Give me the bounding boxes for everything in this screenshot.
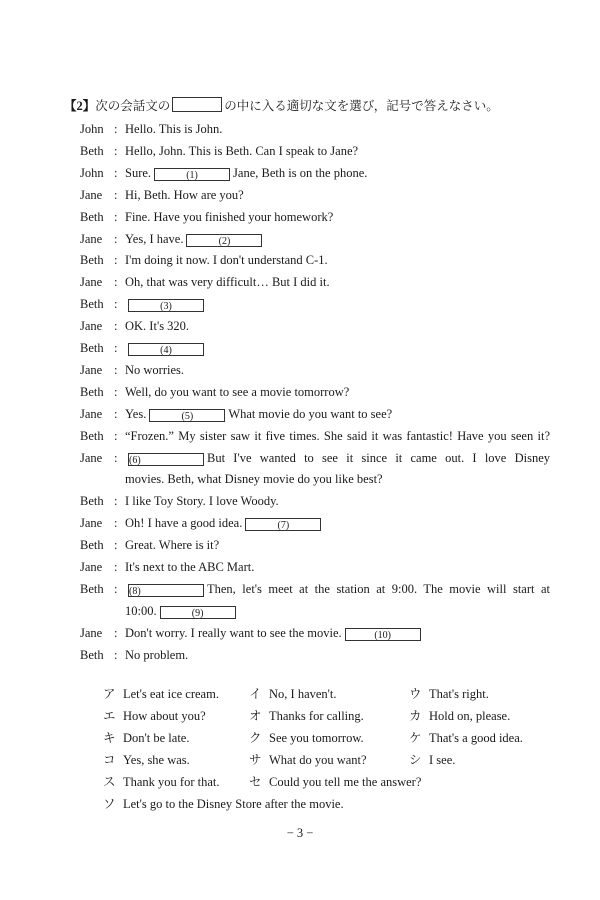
speaker-colon: : [114, 362, 118, 377]
choice-item [249, 771, 421, 793]
answer-blank-box: (2) [186, 234, 262, 247]
dialogue-text [125, 141, 550, 161]
speaker-name: Beth [80, 647, 104, 662]
dialogue-text [125, 338, 550, 358]
dialogue-line [0, 623, 600, 643]
choice-key: キ [103, 731, 116, 745]
dialogue-segment: No worries. [125, 362, 185, 377]
choice-text: That's a good idea. [429, 731, 523, 745]
speaker-colon: : [114, 319, 118, 334]
choice-text: Thank you for that. [123, 775, 220, 789]
speaker-colon: : [114, 428, 118, 443]
dialogue-text [125, 207, 550, 227]
choice-row [0, 683, 600, 705]
choice-key: ウ [409, 687, 422, 701]
dialogue-text [125, 404, 550, 424]
speaker-colon: : [114, 187, 118, 202]
blank-box-sample [172, 97, 222, 112]
speaker-colon: : [114, 165, 118, 180]
speaker-colon: : [114, 625, 118, 640]
speaker-name: Beth [80, 538, 104, 553]
dialogue-line [0, 360, 600, 380]
choice-row [0, 727, 600, 749]
answer-blank-box: (4) [128, 343, 204, 356]
question-number: 【2】 [64, 99, 96, 113]
choice-item [409, 683, 489, 705]
dialogue-line [0, 535, 600, 555]
speaker-colon: : [114, 538, 118, 553]
dialogue-text [125, 469, 550, 489]
answer-blank-box: (7) [245, 518, 321, 531]
dialogue-line [0, 185, 600, 205]
choice-item [249, 749, 367, 771]
choice-item [409, 727, 523, 749]
choice-item [103, 771, 220, 793]
dialogue-line [0, 119, 600, 139]
choice-text: Yes, she was. [123, 753, 190, 767]
dialogue-text [125, 426, 550, 446]
speaker-colon: : [114, 143, 118, 158]
answer-blank-box: (9) [160, 606, 236, 619]
choice-text: I see. [429, 753, 456, 767]
choice-row [0, 749, 600, 771]
speaker-name: Jane [80, 450, 103, 465]
speaker-name: Beth [80, 253, 104, 268]
choice-item [103, 793, 344, 815]
choice-key: カ [409, 709, 422, 723]
dialogue-segment: What movie do you want to see? [228, 406, 393, 421]
speaker-colon: : [114, 384, 118, 399]
dialogue-text [125, 250, 550, 270]
dialogue-text [125, 535, 550, 555]
dialogue-segment: No problem. [125, 647, 189, 662]
dialogue-segment: But I've wanted to see it since it came out. I love Disney [207, 450, 550, 465]
choice-item [103, 705, 206, 727]
choice-key: ケ [409, 731, 422, 745]
answer-blank-box: (8) [128, 584, 204, 597]
speaker-colon: : [114, 406, 118, 421]
choice-text: Thanks for calling. [269, 709, 364, 723]
dialogue-segment: Yes. [125, 406, 147, 421]
dialogue-segment: Great. Where is it? [125, 538, 220, 553]
choice-text: Hold on, please. [429, 709, 511, 723]
dialogue-segment: Yes, I have. [125, 231, 184, 246]
dialogue-line [0, 294, 600, 314]
dialogue-segment: It's next to the ABC Mart. [125, 560, 255, 574]
dialogue-line [0, 513, 600, 533]
speaker-name: Beth [80, 494, 104, 509]
speaker-name: Beth [80, 209, 104, 224]
dialogue-segment: Oh! I have a good idea. [125, 516, 243, 531]
choice-row [0, 705, 600, 727]
dialogue-text [125, 557, 550, 577]
dialogue-line [0, 382, 600, 402]
speaker-colon: : [114, 647, 118, 662]
dialogue-text [125, 579, 550, 599]
dialogue-line [0, 141, 600, 161]
speaker-colon: : [114, 122, 118, 136]
answer-blank-box: (3) [128, 299, 204, 312]
speaker-name: Jane [80, 275, 103, 290]
speaker-colon: : [114, 341, 118, 355]
choice-key: オ [249, 709, 262, 723]
choice-text: That's right. [429, 687, 489, 701]
speaker-name: Jane [80, 560, 103, 574]
choice-key: ス [103, 775, 116, 789]
instruction-pre: 次の会話文の [95, 99, 171, 113]
speaker-name: Jane [80, 406, 103, 421]
speaker-colon: : [114, 209, 118, 224]
page-number: − 3 − [286, 826, 314, 840]
answer-blank-box: (5) [149, 409, 225, 422]
dialogue-text [125, 119, 550, 139]
dialogue-line [0, 316, 600, 336]
dialogue-segment: “Frozen.” My sister saw it five times. She said it was fantastic! Have you seen it? [125, 428, 550, 443]
speaker-colon: : [114, 231, 118, 246]
dialogue-segment: I like Toy Story. I love Woody. [125, 494, 279, 509]
dialogue-line [0, 229, 600, 249]
dialogue-text [125, 185, 550, 205]
choice-key: シ [409, 753, 422, 767]
speaker-colon: : [114, 275, 118, 290]
speaker-name: John [80, 122, 104, 136]
speaker-name: Jane [80, 187, 103, 202]
speaker-colon: : [114, 450, 118, 465]
choice-key: ア [103, 687, 116, 701]
answer-blank-box: (6) [128, 453, 204, 466]
dialogue-text [125, 382, 550, 402]
dialogue-segment: Sure. [125, 165, 152, 180]
instruction-post: の中に入る適切な文を選び，記号で答えなさい。 [224, 99, 499, 113]
dialogue-line [0, 272, 600, 292]
dialogue-segment: Oh, that was very difficult… But I did it. [125, 275, 330, 290]
speaker-name: Beth [80, 581, 104, 596]
choice-text: See you tomorrow. [269, 731, 364, 745]
choice-item [249, 727, 364, 749]
choice-key: コ [103, 753, 116, 767]
choice-text: What do you want? [269, 753, 367, 767]
choice-item [409, 705, 510, 727]
dialogue-line [0, 601, 600, 621]
dialogue-line [0, 207, 600, 227]
choice-text: No, I haven't. [269, 687, 337, 701]
choice-item [249, 705, 364, 727]
choice-item [409, 749, 455, 771]
choice-item [103, 683, 219, 705]
dialogue-segment: Fine. Have you finished your homework? [125, 209, 334, 224]
choice-row [0, 793, 600, 815]
dialogue-line [0, 469, 600, 489]
question-instruction [64, 96, 499, 114]
dialogue-text [125, 316, 550, 336]
speaker-name: Beth [80, 341, 104, 355]
choice-key: サ [249, 753, 262, 767]
choice-text: How about you? [123, 709, 206, 723]
dialogue-text [125, 601, 550, 621]
dialogue-segment: OK. It's 320. [125, 319, 190, 334]
dialogue-text [125, 448, 550, 468]
speaker-name: John [80, 165, 104, 180]
choice-text: Don't be late. [123, 731, 190, 745]
speaker-name: Jane [80, 625, 103, 640]
speaker-colon: : [114, 297, 118, 312]
dialogue-segment: Don't worry. I really want to see the movie. [125, 625, 342, 640]
dialogue-text [125, 491, 550, 511]
dialogue-line [0, 163, 600, 183]
dialogue-line [0, 491, 600, 511]
dialogue-segment: Hi, Beth. How are you? [125, 187, 244, 202]
dialogue-line [0, 426, 600, 446]
dialogue-line [0, 645, 600, 665]
speaker-name: Beth [80, 297, 104, 312]
dialogue-text [125, 513, 550, 533]
dialogue-text [125, 229, 550, 249]
dialogue-text [125, 294, 550, 314]
dialogue-segment: Hello, John. This is Beth. Can I speak to Jane? [125, 143, 359, 158]
speaker-name: Beth [80, 428, 104, 443]
choice-key: ク [249, 731, 262, 745]
choice-key: イ [249, 687, 262, 701]
speaker-colon: : [114, 581, 118, 596]
dialogue-text [125, 163, 550, 183]
speaker-name: Jane [80, 362, 103, 377]
dialogue-line [0, 448, 600, 468]
dialogue-text [125, 623, 550, 643]
choice-text: Could you tell me the answer? [269, 775, 422, 789]
dialogue-line [0, 579, 600, 599]
choice-row [0, 771, 600, 793]
speaker-name: Jane [80, 231, 103, 246]
dialogue-segment: movies. Beth, what Disney movie do you like best? [125, 472, 383, 487]
dialogue-segment: I'm doing it now. I don't understand C-1. [125, 253, 328, 268]
answer-blank-box: (10) [345, 628, 421, 641]
dialogue-segment: 10:00. [125, 603, 157, 618]
choice-item [249, 683, 337, 705]
choice-key: エ [103, 709, 116, 723]
speaker-colon: : [114, 253, 118, 268]
choice-text: Let's eat ice cream. [123, 687, 219, 701]
speaker-name: Jane [80, 516, 103, 531]
dialogue-segment: Hello. This is John. [125, 122, 223, 136]
dialogue-line [0, 557, 600, 577]
speaker-name: Jane [80, 319, 103, 334]
dialogue-line [0, 404, 600, 424]
speaker-colon: : [114, 494, 118, 509]
choice-key: セ [249, 775, 262, 789]
dialogue-segment: Then, let's meet at the station at 9:00. The movie will start at [207, 581, 550, 596]
choice-key: ソ [103, 797, 116, 811]
dialogue-text [125, 272, 550, 292]
dialogue-text [125, 645, 550, 665]
dialogue-segment: Jane, Beth is on the phone. [233, 165, 368, 180]
dialogue-text [125, 360, 550, 380]
dialogue-segment: Well, do you want to see a movie tomorrow? [125, 384, 350, 399]
choice-item [103, 727, 189, 749]
speaker-name: Beth [80, 384, 104, 399]
speaker-colon: : [114, 560, 118, 574]
speaker-name: Beth [80, 143, 104, 158]
speaker-colon: : [114, 516, 118, 531]
answer-blank-box: (1) [154, 168, 230, 181]
choice-item [103, 749, 190, 771]
dialogue-line [0, 250, 600, 270]
dialogue-line [0, 338, 600, 358]
choice-text: Let's go to the Disney Store after the movie. [123, 797, 344, 811]
